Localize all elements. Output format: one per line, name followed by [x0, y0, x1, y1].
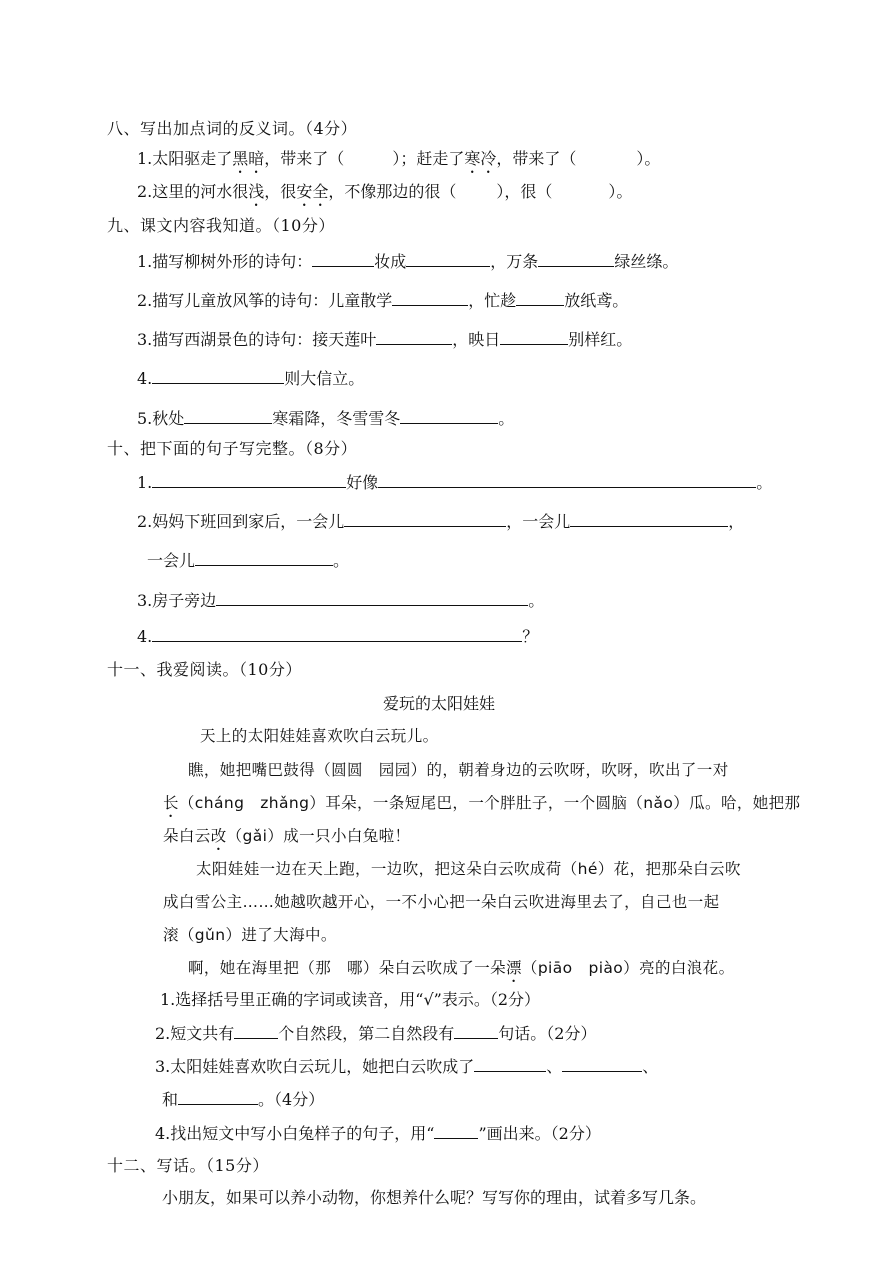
section-9-heading: 九、课文内容我知道。（10分） [107, 216, 335, 235]
text: 3.太阳娃娃喜欢吹白云玩儿，她把白云吹成了 [155, 1057, 475, 1076]
answer-blank[interactable] [474, 1054, 546, 1072]
answer-blank[interactable] [378, 470, 756, 488]
dotted-char: 漂 [506, 959, 522, 977]
passage-paragraph-2-line-2 [163, 791, 800, 815]
passage-title: 爱玩的太阳娃娃 [383, 694, 496, 713]
text: ，万条 [490, 252, 539, 271]
dotted-word: 寒冷 [464, 149, 497, 168]
s11-question-1: 1.选择括号里正确的字词或读音，用“√”表示。（2分） [160, 990, 541, 1009]
answer-blank[interactable] [516, 288, 564, 306]
text: 5.秋处 [137, 409, 185, 428]
section-10-heading: 十、把下面的句子写完整。（8分） [107, 439, 358, 458]
text: 个自然段，第二自然段有 [278, 1024, 455, 1043]
text: ，忙趁 [468, 291, 517, 310]
s10-question-1 [137, 470, 772, 494]
text: 1. [137, 473, 153, 492]
s9-question-1 [137, 249, 678, 273]
passage-paragraph-3-line-2: 成白雪公主……她越吹越开心，一不小心把一朵白云吹进海里去了，自己也一起 [163, 893, 720, 911]
dotted-word: 安全 [296, 182, 329, 201]
text: 1.描写柳树外形的诗句： [137, 252, 313, 271]
text: 。 [333, 551, 350, 570]
passage-paragraph-2-line-1: 瞧，她把嘴巴鼓得（圆圆 园园）的，朝着身边的云吹呀，吹呀，吹出了一对 [188, 761, 729, 779]
text: 4. [137, 627, 153, 646]
text: ）。 [608, 182, 633, 201]
s8-question-1 [137, 147, 660, 171]
text: 朵白云 [163, 827, 211, 845]
text: 绿丝绦。 [614, 252, 679, 271]
answer-blank[interactable] [152, 366, 284, 384]
text: ，一会儿 [506, 512, 571, 531]
s9-question-2 [137, 288, 628, 312]
underline-sample [434, 1121, 478, 1139]
text: 3.房子旁边 [137, 591, 217, 610]
text: 2.短文共有 [155, 1024, 235, 1043]
text: 则大信立。 [284, 369, 365, 388]
text: ，映日 [452, 330, 501, 349]
text: 。 [528, 591, 545, 610]
answer-blank[interactable] [376, 327, 452, 345]
dotted-word: 浅 [248, 182, 265, 201]
s9-question-5 [137, 406, 514, 430]
dotted-char: 长 [163, 794, 179, 812]
dotted-word: 黑暗 [232, 149, 265, 168]
text: 4. [137, 369, 153, 388]
text: 1.太阳驱走了 [137, 149, 233, 168]
text: （gǎi）成一只小白兔啦！ [226, 827, 411, 845]
text: 4.找出短文中写小白兔样子的句子，用“ [155, 1124, 435, 1143]
text: 啊，她在海里把（那 哪）朵白云吹成了一朵 [188, 959, 507, 977]
text: 别样红。 [568, 330, 633, 349]
text: 。 [498, 409, 515, 428]
passage-paragraph-2-line-3 [163, 824, 410, 848]
text: ”画出来。（2分） [478, 1124, 601, 1143]
text: ，带来了（ [264, 149, 345, 168]
text: 、 [546, 1057, 563, 1076]
answer-blank[interactable] [152, 624, 522, 642]
text: ），很（ [496, 182, 553, 201]
dotted-char: 改 [210, 827, 227, 845]
answer-blank[interactable] [195, 548, 333, 566]
answer-blank[interactable] [570, 509, 728, 527]
text: 、 [642, 1057, 659, 1076]
passage-paragraph-3-line-3: 滚（gǔn）进了大海中。 [163, 926, 337, 944]
section-8-heading: 八、写出加点词的反义词。（4分） [107, 119, 358, 138]
text: （piāo piào）亮的白浪花。 [521, 959, 735, 977]
answer-blank[interactable] [216, 588, 528, 606]
answer-blank[interactable] [538, 249, 614, 267]
text: 和 [162, 1090, 179, 1109]
answer-blank[interactable] [500, 327, 568, 345]
text: 句话。（2分） [498, 1024, 597, 1043]
answer-blank[interactable] [178, 1087, 258, 1105]
text: （cháng zhǎng）耳朵，一条短尾巴，一个胖肚子，一个圆脑（nǎo）瓜。哈，她把那 [178, 794, 801, 812]
text: 3.描写西湖景色的诗句：接天莲叶 [137, 330, 377, 349]
text: 。 [756, 473, 773, 492]
text: ）。 [636, 149, 661, 168]
section-11-heading: 十一、我爱阅读。（10分） [107, 660, 302, 679]
answer-blank[interactable] [562, 1054, 642, 1072]
passage-paragraph-1: 天上的太阳娃娃喜欢吹白云玩儿。 [200, 727, 439, 745]
text: ，不像那边的很（ [328, 182, 457, 201]
answer-blank[interactable] [400, 406, 498, 424]
answer-blank[interactable] [454, 1021, 498, 1039]
text: ，很 [264, 182, 297, 201]
answer-blank[interactable] [152, 470, 346, 488]
passage-paragraph-3-line-1: 太阳娃娃一边在天上跑，一边吹，把这朵白云吹成荷（hé）花，把那朵白云吹 [196, 860, 741, 878]
text: 2.描写儿童放风筝的诗句：儿童散学 [137, 291, 393, 310]
answer-blank[interactable] [392, 288, 468, 306]
s10-question-3 [137, 588, 544, 612]
answer-blank[interactable] [234, 1021, 278, 1039]
answer-blank[interactable] [184, 406, 272, 424]
text: 2.妈妈下班回到家后，一会儿 [137, 512, 345, 531]
text: ？ [522, 627, 539, 646]
writing-prompt: 小朋友，如果可以养小动物，你想养什么呢？写写你的理由，试着多写几条。 [162, 1188, 707, 1207]
text: ， [728, 512, 745, 531]
text: ，带来了（ [496, 149, 577, 168]
answer-blank[interactable] [344, 509, 506, 527]
text: 一会儿 [147, 551, 196, 570]
passage-paragraph-4 [188, 956, 734, 980]
s10-question-2-continued [147, 548, 349, 572]
s8-question-2 [137, 180, 632, 204]
answer-blank[interactable] [406, 249, 490, 267]
text: 妆成 [374, 252, 407, 271]
s11-question-4 [155, 1121, 601, 1145]
text: 。（4分） [258, 1090, 325, 1109]
text: 2.这里的河水很 [137, 182, 249, 201]
text: 放纸鸢。 [564, 291, 629, 310]
section-12-heading: 十二、写话。（15分） [107, 1156, 269, 1175]
text: ）；赶走了 [392, 149, 465, 168]
s11-question-2 [155, 1021, 596, 1045]
text: 寒霜降，冬雪雪冬 [272, 409, 401, 428]
text: 好像 [346, 473, 379, 492]
s10-question-4 [137, 624, 538, 648]
s11-question-3 [155, 1054, 658, 1078]
s9-question-4 [137, 366, 364, 390]
s9-question-3 [137, 327, 632, 351]
s10-question-2 [137, 509, 744, 533]
s11-question-3-continued [162, 1087, 324, 1111]
answer-blank[interactable] [312, 249, 374, 267]
